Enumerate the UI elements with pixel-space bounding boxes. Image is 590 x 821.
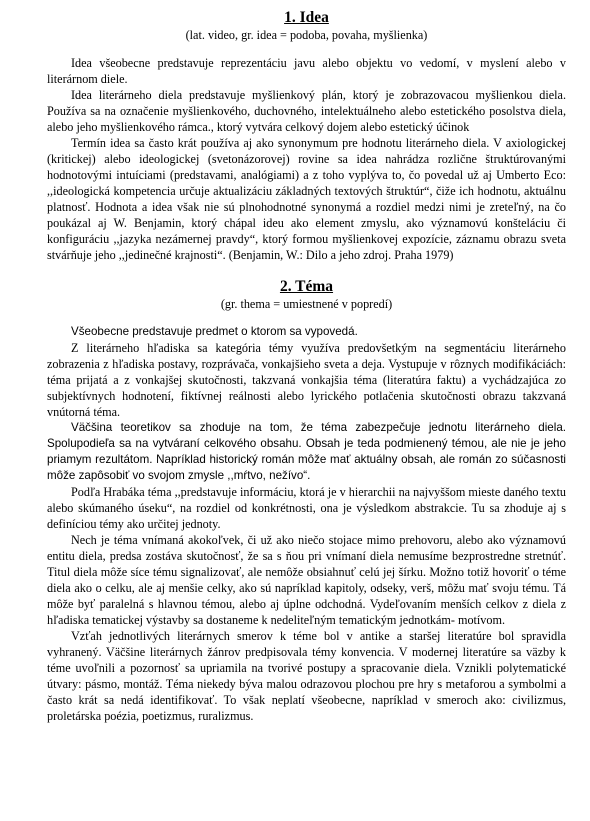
section-1-title: 1. Idea bbox=[284, 9, 329, 26]
section-2-paragraph-3: Väčšina teoretikov sa zhoduje na tom, že téma zabezpečuje jednotu literárneho diela. Spolupodieľa sa na vytváraní celkového obsahu. Obsah je teda podmienený témou, ale nie je jeho priamym rezultátom. Napríklad historický román môže mať aktuálny obsah, ale román zo súčasnosti môže zapôsobiť vo svojom zmysle ,,mŕtvo, nežívo“. bbox=[47, 421, 566, 482]
section-2-paragraph-5: Nech je téma vnímaná akokoľvek, či už ako niečo stojace mimo prehovoru, alebo ako významovú entitu diela, predsa zostáva skutočnosť, že sa s ňou pri vnímaní diela nemusíme bezprostredne stretnúť. Titul diela môže síce tému signalizovať, ale nemôže obsiahnuť celú jej šírku. Možno totiž hovoriť o téme diela ako o celku, ale aj menšie celky, ako sú napríklad kapitoly, odseky, verš, môžu mať svoju tému. Tá môže byť paralelná s hlavnou témou, alebo aj úplne odchodná. Vydeľovaním menších celkov z diela z hľadiska tematickej výstavby sa dostaneme k nedeliteľným tematickým jednotkám- motívom. bbox=[47, 533, 566, 627]
section-1-paragraph-1: Idea všeobecne predstavuje reprezentáciu javu alebo objektu vo vedomí, v myslení alebo v literárnom diele. bbox=[47, 56, 566, 86]
section-2-title: 2. Téma bbox=[279, 278, 334, 295]
section-2-subtitle: (gr. thema = umiestnené v popredí) bbox=[220, 297, 393, 311]
section-2-paragraph-6: Vzťah jednotlivých literárnych smerov k téme bol v antike a staršej literatúre bol spravidla vyhranený. Väčšine literárnych žánrov predpisovala témy konvencia. V modernej literatúre sa väzby k téme uvoľnili a pozornosť sa upriamila na tvorivé postupy a spracovanie diela. Vznikli polytematické útvary: pásmo, montáž. Téma niekedy býva malou odrazovou plochou pre hry s metaforou a symbolmi a často krát sa nedá identifikovať. To však neplatí všeobecne, napríklad v smeroch ako: civilizmus, proletárska poézia, poetizmus, ruralizmus. bbox=[47, 629, 566, 723]
section-2-paragraph-1: Všeobecne predstavuje predmet o ktorom sa vypovedá. bbox=[71, 325, 358, 338]
section-2-paragraph-4: Podľa Hrabáka téma ,,predstavuje informáciu, ktorá je v hierarchii na najvyššom mieste daného textu alebo skúmaného úseku“, na rozdiel od konkrétnosti, ona je výsledkom abstrakcie. Tu sa zhoduje aj s definíciou témy ako určitej jednoty. bbox=[47, 485, 566, 531]
section-2-paragraph-2: Z literárneho hľadiska sa kategória témy využíva predovšetkým na segmentáciu literárneho zobrazenia z hľadiska postavy, rozprávača, vonkajšieho sveta a deja. Vystupuje v rôznych modifikáciách: téma prijatá a z vonkajšej skutočnosti, takzvaná vonkajšia téma (literatúra faktu) a vychádzajúca zo subjektívnych hodnotení, fiktívnej reálnosti alebo lyrického potlačenia skutočnosti obrazu takzvaná vnútorná téma. bbox=[47, 341, 566, 419]
section-2-body bbox=[47, 324, 566, 724]
document-page bbox=[47, 8, 566, 724]
section-1-paragraph-2: Idea literárneho diela predstavuje myšlienkový plán, ktorý je zobrazovacou myšlienkou diela. Používa sa na označenie myšlienkového, duchovného, intelektuálneho alebo estetického posolstva diela, alebo jeho myšlienkového rámca., ktorý vytvára celkový dojem alebo estetický účinok bbox=[47, 88, 566, 134]
section-1-paragraph-3: Termín idea sa často krát používa aj ako synonymum pre hodnotu literárneho diela. V axiologickej (kritickej) alebo ideologickej (svetonázorovej) rovine sa idea nahrádza rozlične štruktúrovanými hodnotovými intuíciami (predstavami, analógiami) a z toho vyplýva to, čo povedal už aj Umberto Eco: ,,ideologická kompetencia určuje aktualizáciu základných textových štruktúr“, čiže ich hodnotu, aktuálnu platnosť. Hodnota a idea však nie sú plnohodnotné synonymá a rozdiel medzi nimi je zreteľný, na čo poukázal aj W. Benjamin, ktorý chápal ideu ako element zmyslu, ako významovú konšteláciu či konfiguráciu ,,jazyka nezámernej pravdy“, ktorý formou myšlienkovej expozície, záznamu obrazu sveta stvárňuje jeho ,,jedinečné krajnosti“. (Benjamin, W.: Dilo a jeho zdroj. Praha 1979) bbox=[47, 136, 566, 262]
section-1-subtitle: (lat. video, gr. idea = podoba, povaha, myšlienka) bbox=[185, 28, 428, 42]
